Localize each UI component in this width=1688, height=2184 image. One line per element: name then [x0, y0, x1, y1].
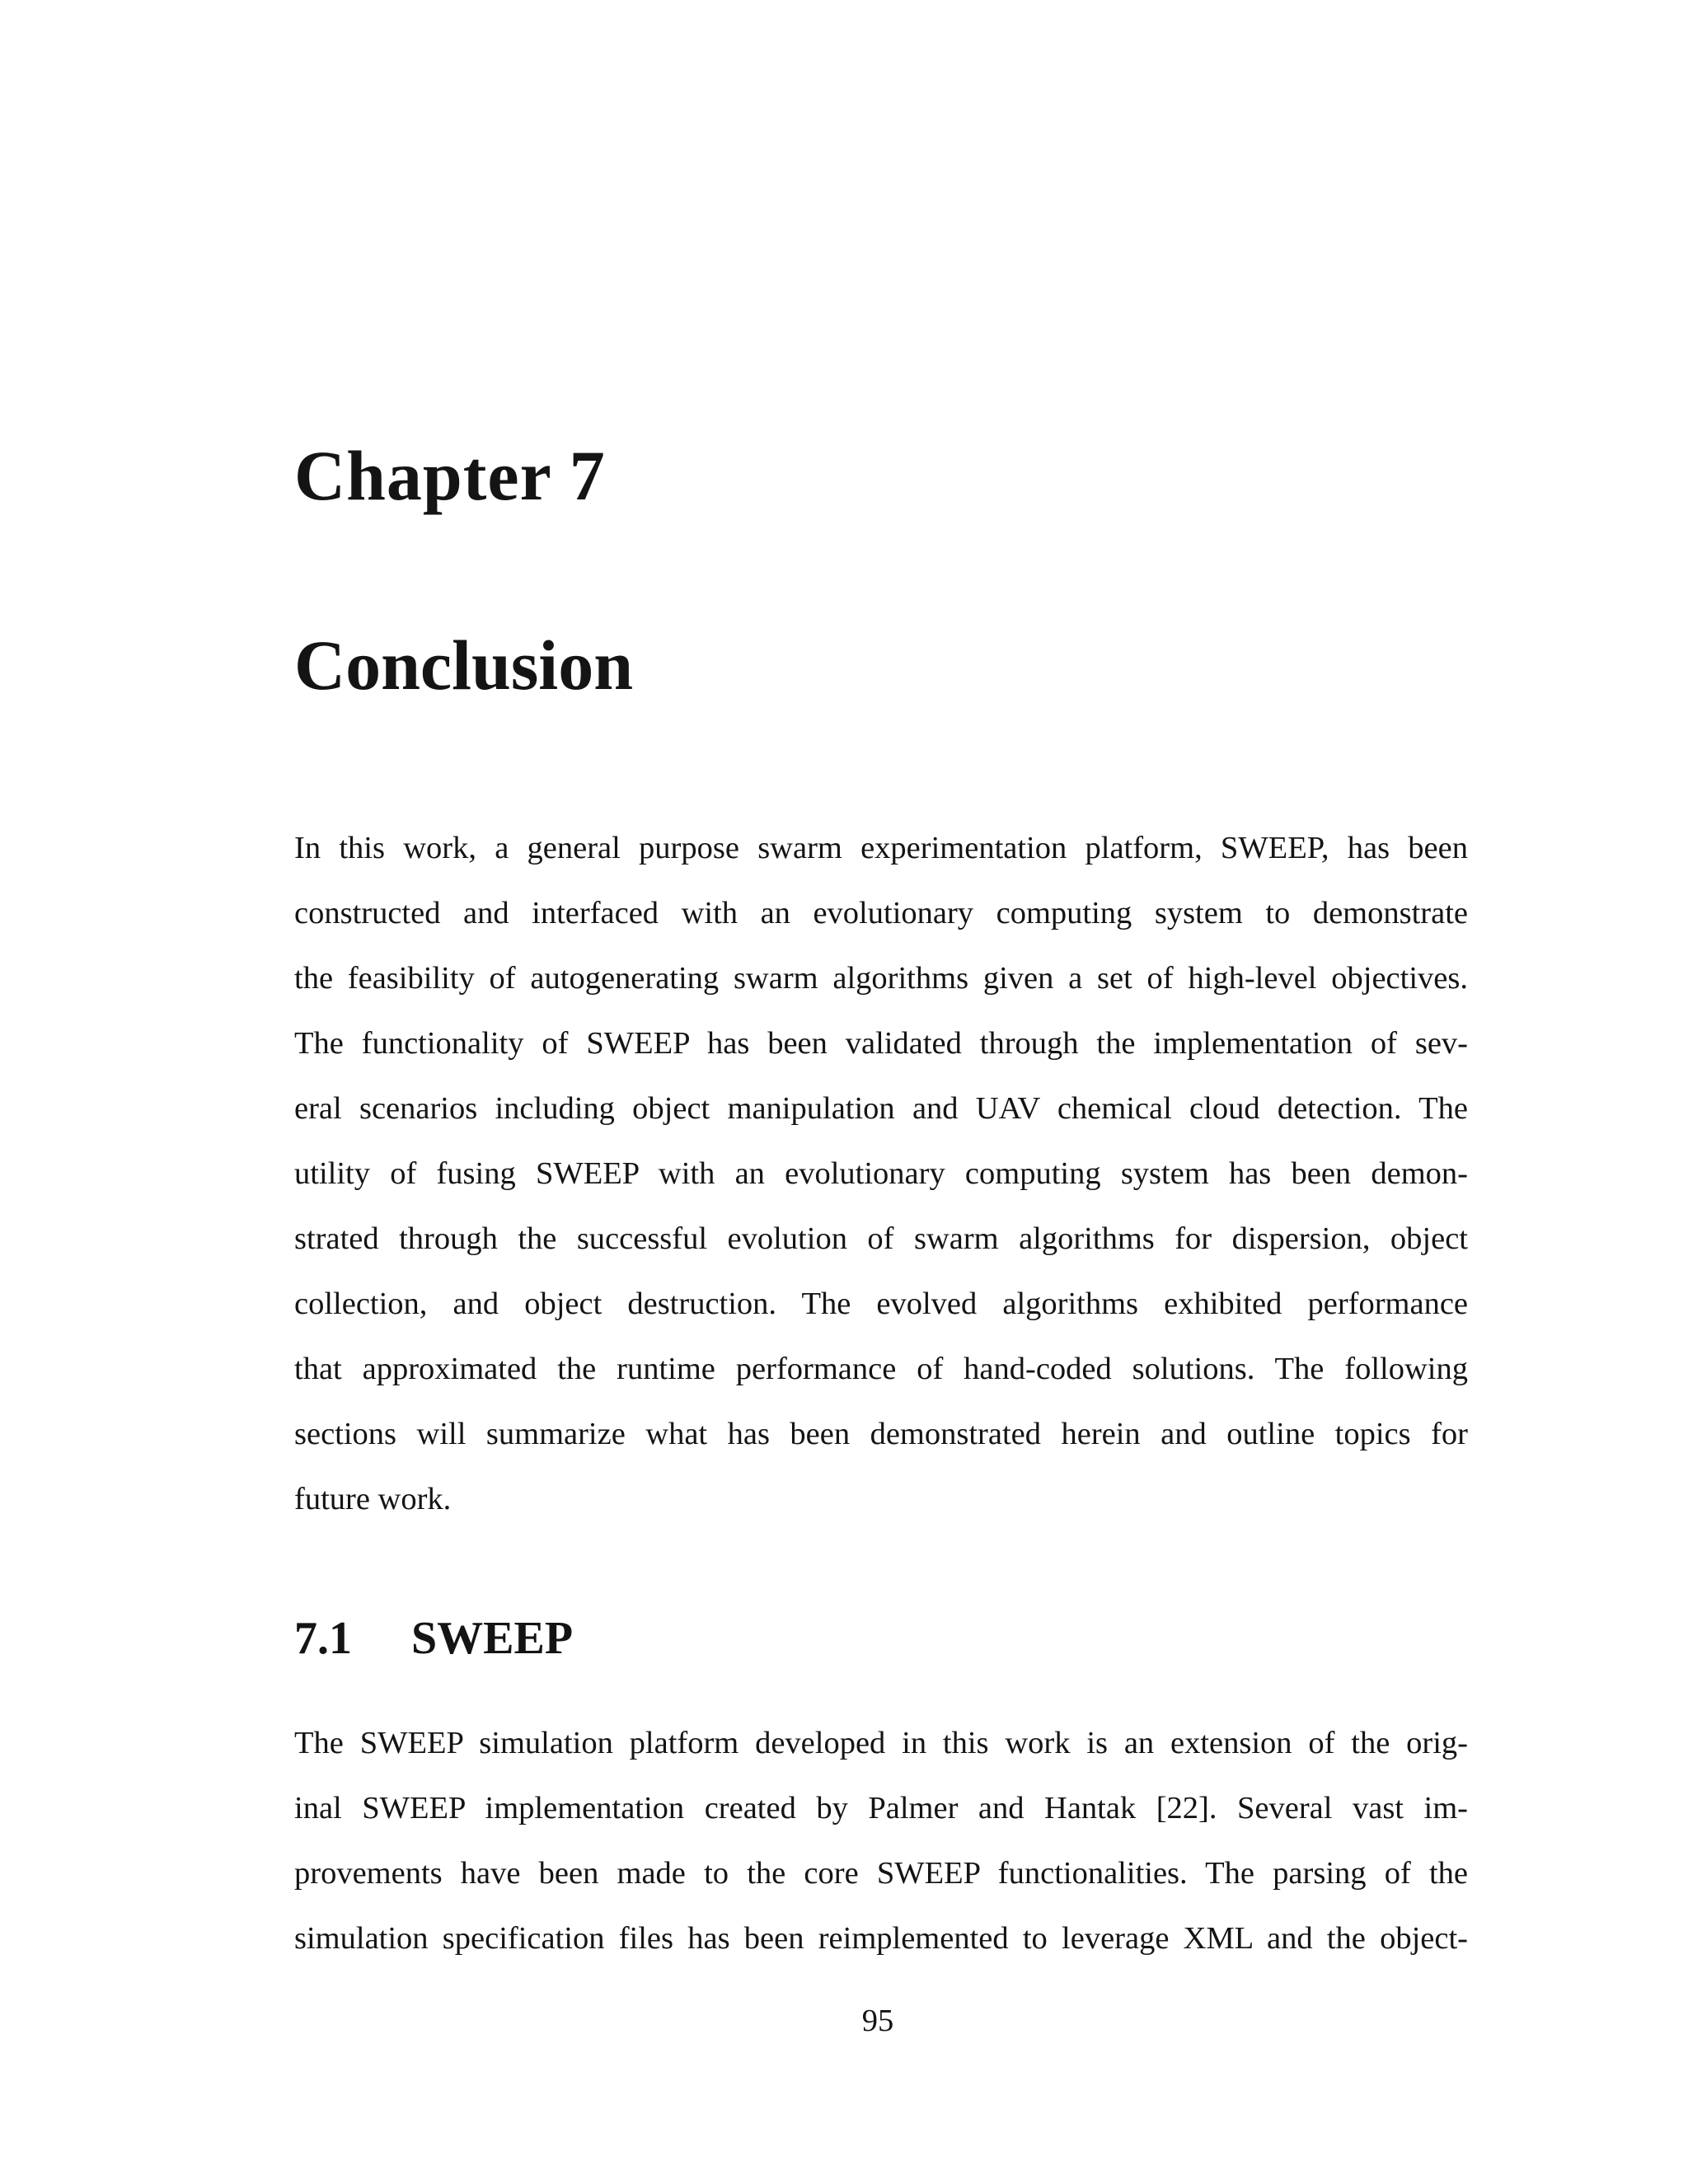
- paragraph-line: constructed and interfaced with an evolutionary computing system to demonstrate: [294, 896, 1468, 930]
- section-paragraph: [294, 1711, 1468, 1971]
- chapter-title: Conclusion: [294, 626, 634, 705]
- section-title: SWEEP: [411, 1613, 574, 1664]
- paragraph-line: the feasibility of autogenerating swarm algorithms given a set of high-level objectives.: [294, 961, 1468, 996]
- paragraph-line: eral scenarios including object manipulation and UAV chemical cloud detection. The: [294, 1091, 1468, 1126]
- paragraph-line: The SWEEP simulation platform developed in this work is an extension of the orig-: [294, 1726, 1468, 1760]
- paragraph-line: utility of fusing SWEEP with an evolutionary computing system has been demon-: [294, 1156, 1468, 1191]
- page-number: 95: [861, 2004, 894, 2038]
- section-number: 7.1: [294, 1613, 352, 1664]
- section-heading: [294, 1605, 573, 1671]
- paragraph-line: In this work, a general purpose swarm experimentation platform, SWEEP, has been: [294, 831, 1468, 865]
- intro-paragraph: [294, 816, 1468, 1532]
- paragraph-line: inal SWEEP implementation created by Palmer and Hantak [22]. Several vast im-: [294, 1791, 1468, 1825]
- paragraph-line: simulation specification files has been reimplemented to leverage XML and the object-: [294, 1921, 1468, 1956]
- paragraph-line: provements have been made to the core SWEEP functionalities. The parsing of the: [294, 1856, 1468, 1891]
- chapter-label: Chapter 7: [294, 436, 606, 515]
- paragraph-line: strated through the successful evolution of swarm algorithms for dispersion, object: [294, 1221, 1468, 1256]
- paragraph-line: The functionality of SWEEP has been validated through the implementation of sev-: [294, 1026, 1468, 1061]
- paragraph-line: sections will summarize what has been demonstrated herein and outline topics for: [294, 1417, 1468, 1451]
- paragraph-line: that approximated the runtime performance of hand-coded solutions. The following: [294, 1352, 1468, 1386]
- paragraph-line: future work.: [294, 1482, 452, 1516]
- paragraph-line: collection, and object destruction. The evolved algorithms exhibited performance: [294, 1286, 1468, 1321]
